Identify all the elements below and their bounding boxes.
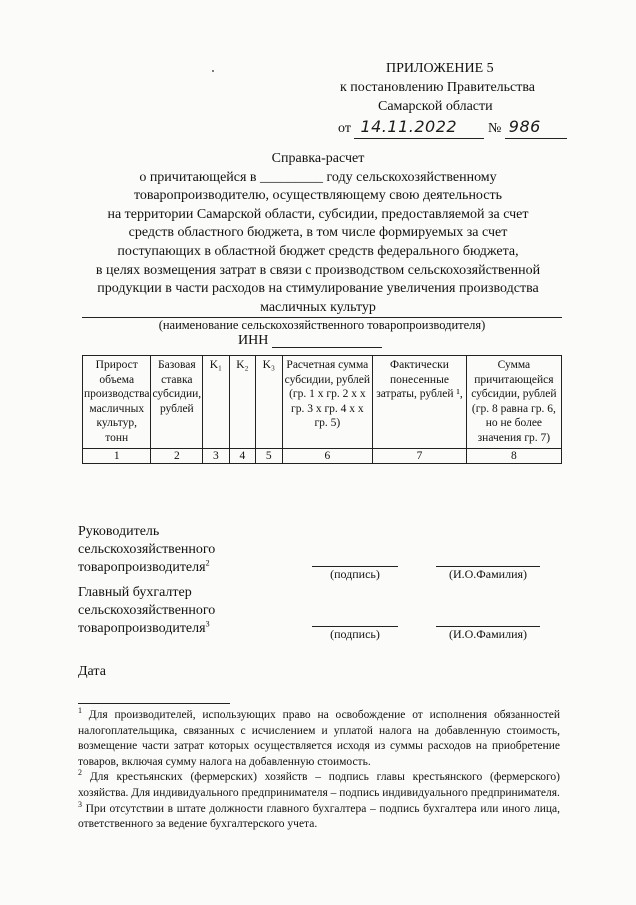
footnote: $^2$ Для крестьянских (фермерских) хозяйств – подпись главы крестьянского (фермерского) хозяйства. Для индивидуального предпринимателя – подпись индивидуального предпринимателя. — [78, 768, 560, 799]
handwritten-number: 986 — [508, 117, 541, 136]
footnote-separator — [78, 703, 230, 704]
header-cell: K₂ — [229, 356, 255, 449]
date-label: Дата — [78, 664, 106, 679]
accountant-signature-caption: (подпись) — [330, 627, 380, 641]
title-line: о причитающейся в _________ году сельскохозяйственному — [139, 169, 497, 185]
footnote: $^3$ При отсутствии в штате должности главного бухгалтера – подпись бухгалтера или иного лица, ответственного за ведение бухгалтерского учета. — [78, 799, 560, 831]
head-name-caption: (И.О.Фамилия) — [448, 567, 528, 581]
header-cell: Расчетная сумма субсидии, рублей (гр. 1 x гр. 2 x x гр. 3 x гр. 4 x x гр. 5) — [282, 356, 373, 449]
title-line: средств областного бюджета, в том числе формируемых за счет — [128, 225, 508, 241]
date-prefix: от — [338, 121, 351, 136]
column-number: 1 — [83, 448, 151, 464]
head-signature-caption: (подпись) — [330, 567, 380, 581]
footnote: $^1$ Для производителей, использующих право на освобождение от исполнения обязанностей налогоплательщика, связанных с исчислением и уплатой налога на добавленную стоимость, возмещение части затрат которых осуществляется исходя из суммы расходов на приобретение товаров, включая сумму налога на добавленную стоимость. — [78, 706, 560, 768]
table-number-row — [83, 448, 562, 464]
header-cell: Прирост объема производства масличных культур, тонн — [83, 356, 151, 449]
handwritten-date: 14.11.2022 — [360, 117, 458, 136]
org-name-caption: (наименование сельскохозяйственного товаропроизводителя) — [158, 318, 486, 332]
inn-label: ИНН — [238, 333, 269, 348]
column-number: 7 — [373, 448, 467, 464]
footnotes — [78, 708, 560, 833]
title-line: поступающих в областной бюджет средств федерального бюджета, — [117, 243, 519, 259]
table-header-row — [83, 356, 562, 449]
title-line: продукции в части расходов на стимулирование увеличения производства — [97, 281, 539, 297]
header-cell: Сумма причитающейся субсидии, рублей (гр. 8 равна гр. 6, но не более значения гр. 7) — [466, 356, 561, 449]
title-line: масличных культур — [260, 299, 376, 315]
title-heading: Справка-расчет — [271, 151, 365, 166]
title-line: товаропроизводителю, осуществляющему свою деятельность — [133, 188, 503, 204]
calculation-table — [82, 355, 562, 464]
column-number: 8 — [466, 448, 561, 464]
scan-speck — [212, 70, 214, 72]
column-number: 4 — [229, 448, 255, 464]
column-number: 3 — [203, 448, 229, 464]
header-cell: Фактически понесенные затраты, рублей ¹, — [373, 356, 467, 449]
head-signature-label: Руководитель сельскохозяйственного товаропроизводителя$^2$ — [78, 524, 216, 575]
header-cell: K₃ — [256, 356, 282, 449]
column-number: 6 — [282, 448, 373, 464]
accountant-signature-label: Главный бухгалтер сельскохозяйственного товаропроизводителя$^3$ — [78, 585, 216, 636]
region-label: Самарской области — [378, 99, 493, 114]
inn-field-line — [272, 347, 382, 348]
column-number: 2 — [151, 448, 203, 464]
number-prefix: № — [487, 121, 502, 136]
header-cell: K₁ — [203, 356, 229, 449]
resolution-label: к постановлению Правительства — [340, 80, 536, 95]
date-number-line — [338, 118, 567, 139]
title-line: на территории Самарской области, субсидии, предоставляемой за счет — [107, 206, 529, 222]
column-number: 5 — [256, 448, 282, 464]
document-title — [0, 150, 636, 317]
appendix-label: ПРИЛОЖЕНИЕ 5 — [386, 61, 494, 76]
header-cell: Базовая ставка субсидии, рублей — [151, 356, 203, 449]
accountant-name-caption: (И.О.Фамилия) — [448, 627, 528, 641]
title-line: в целях возмещения затрат в связи с производством сельскохозяйственной — [95, 262, 541, 278]
